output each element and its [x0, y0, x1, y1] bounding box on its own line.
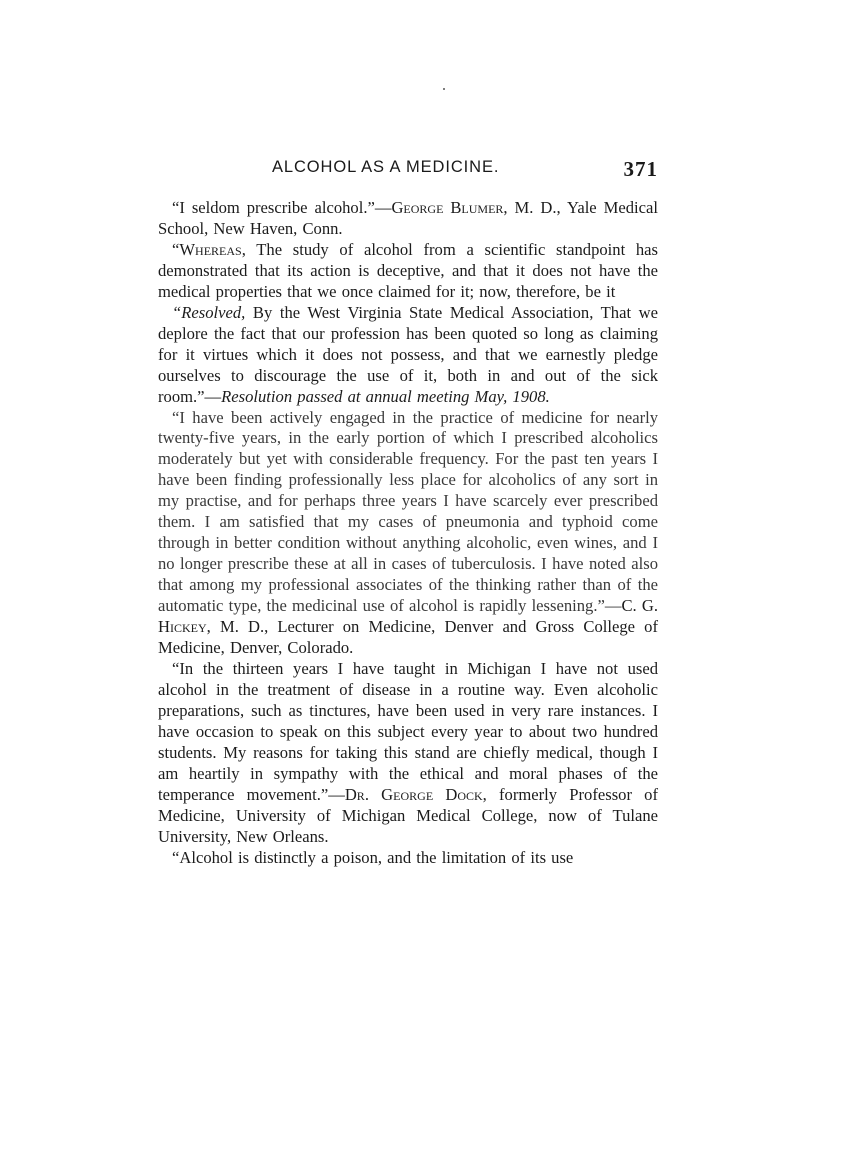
quote-hickey: “I have been actively engaged in the practice of medicine for nearly twenty-five years, in the early portion of which I prescribed alcoholics moderately but yet with considerable frequency. For the past ten years I have been finding professionally less place for alcoholics of any sort in my practise, and for perhaps three years I have scarcely ever prescribed them. I am satisfied that my cases of pneumonia and typhoid come through in better condition without anything alcoholic, even wines, and I no longer prescribe these at all in cases of tuberculosis. I have noted also that among my professional associates of the thinking rather than of the automatic type, the medicinal use of alcohol is rapidly lessening.”—C. G. Hickey, M. D., Lecturer on Medicine, Denver and Gross College of Medicine, Denver, Colorado.	[158, 407, 658, 658]
author-dock: Dr. George Dock,	[344, 784, 487, 804]
resolution-whereas: “Whereas, The study of alcohol from a scientific standpoint has demonstrated that its action is deceptive, and that it does not have the medical properties that we once claimed for it; now, therefore, be it	[158, 239, 658, 301]
quote-blumer: “I seldom prescribe alcohol.”—George Blumer, M. D., Yale Medical School, New Haven, Conn.	[158, 198, 658, 238]
quote-dock: “In the thirteen years I have taught in Michigan I have not used alcohol in the treatment of disease in a routine way. Even alcoholic preparations, such as tinctures, have been used in very rare instances. I have occasion to speak on this subject every year to about two hundred students. My reasons for taking this stand are chiefly medical, though I am heartily in sympathy with the ethical and moral phases of the temperance movement.”—Dr. George Dock, formerly Professor of Medicine, University of Michigan Medical College, now of Tulane University, New Orleans.	[158, 658, 658, 846]
running-title: ALCOHOL AS A MEDICINE.	[272, 158, 500, 176]
page-header	[272, 158, 658, 184]
author-hickey: C. G. Hickey,	[158, 596, 658, 637]
author-blumer: George Blumer,	[391, 198, 508, 217]
page-body	[158, 198, 658, 869]
page-number: 371	[623, 157, 658, 181]
resolution-source: Resolution passed at annual meeting May, 1908.	[221, 386, 550, 406]
print-speck	[443, 88, 445, 90]
resolution-resolved: “Resolved, By the West Virginia State Medical Association, That we deplore the fact that our profession has been quoted so long as claiming for it virtues which it does not possess, and that we earnestly pledge ourselves to discourage the use of it, both in and out of the sick room.”—Resolution passed at annual meeting May, 1908.	[158, 302, 658, 406]
quote-poison: “Alcohol is distinctly a poison, and the limitation of its use	[172, 847, 574, 867]
